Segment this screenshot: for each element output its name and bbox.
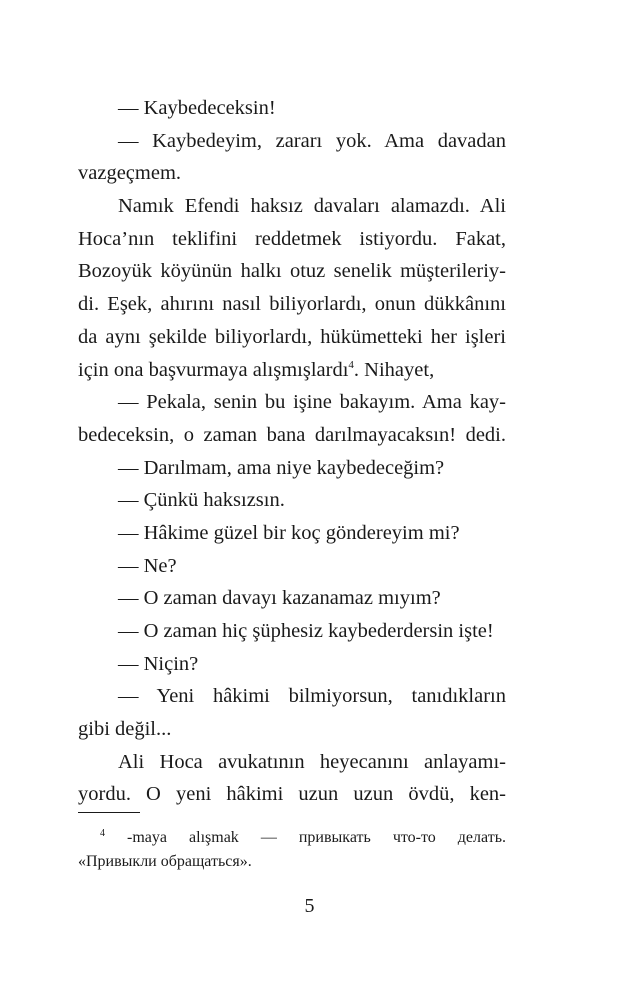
text-line: — Darılmam, ama niye kaybedeceğim? [118,456,445,479]
footnote-line [78,826,506,850]
text-line: yordu. O yeni hâkimi uzun uzun övdü, ken- [78,783,506,806]
text-line: vazgeçmem. [78,162,182,185]
text-line: — O zaman hiç şüphesiz kaybederdersin işte! [118,620,494,642]
text-line: Namık Efendi haksız davaları alamazdı. Ali [118,195,506,218]
text-line: Hoca’nın teklifini reddetmek istiyordu. Fakat, [78,227,506,250]
page-number: 5 [304,895,315,917]
body-text [78,92,506,811]
text-line: — Yeni hâkimi bilmiyorsun, tanıdıkların [118,685,506,708]
footnote-marker: 4 [100,828,105,839]
text-line: di. Eşek, ahırını nasıl biliyorlardı, onun dükkânını [78,293,506,316]
text-line: gibi değil... [78,718,172,741]
text-line: — Kaybedeceksin! [118,97,276,119]
text-line: — Kaybedeyim, zararı yok. Ama davadan [118,129,506,152]
footnote-reference: 4 [348,358,354,371]
text-line-part: için ona başvurmaya alışmışlardı [78,358,349,381]
text-line: — Hâkime güzel bir koç göndereyim mi? [118,521,460,544]
text-line-part: . Nihayet, [353,358,435,381]
text-line: Ali Hoca avukatının heyecanını anlayamı- [118,750,506,773]
footnote-line: «Привыкли обращаться». [78,853,252,870]
footnote [78,826,506,874]
text-line: — Çünkü haksızsın. [118,489,285,512]
text-line: — O zaman davayı kazanamaz mıyım? [118,587,441,610]
text-line: — Niçin? [118,652,199,675]
text-line: — Pekala, senin bu işine bakayım. Ama kay- [118,391,506,414]
text-line: bedeceksin, o zaman bana darılmayacaksın! dedi. [78,423,506,446]
text-line: Bozoyük köyünün halkı otuz senelik müşterileriy- [78,260,506,283]
text-line-with-footnote [78,354,506,387]
text-line: da aynı şekilde biliyorlardı, hükümetteki her işleri [78,325,506,348]
text-line: — Ne? [118,554,177,577]
footnote-divider [78,812,140,813]
footnote-text: -maya alışmak — привыкать что-то делать. [105,829,506,846]
